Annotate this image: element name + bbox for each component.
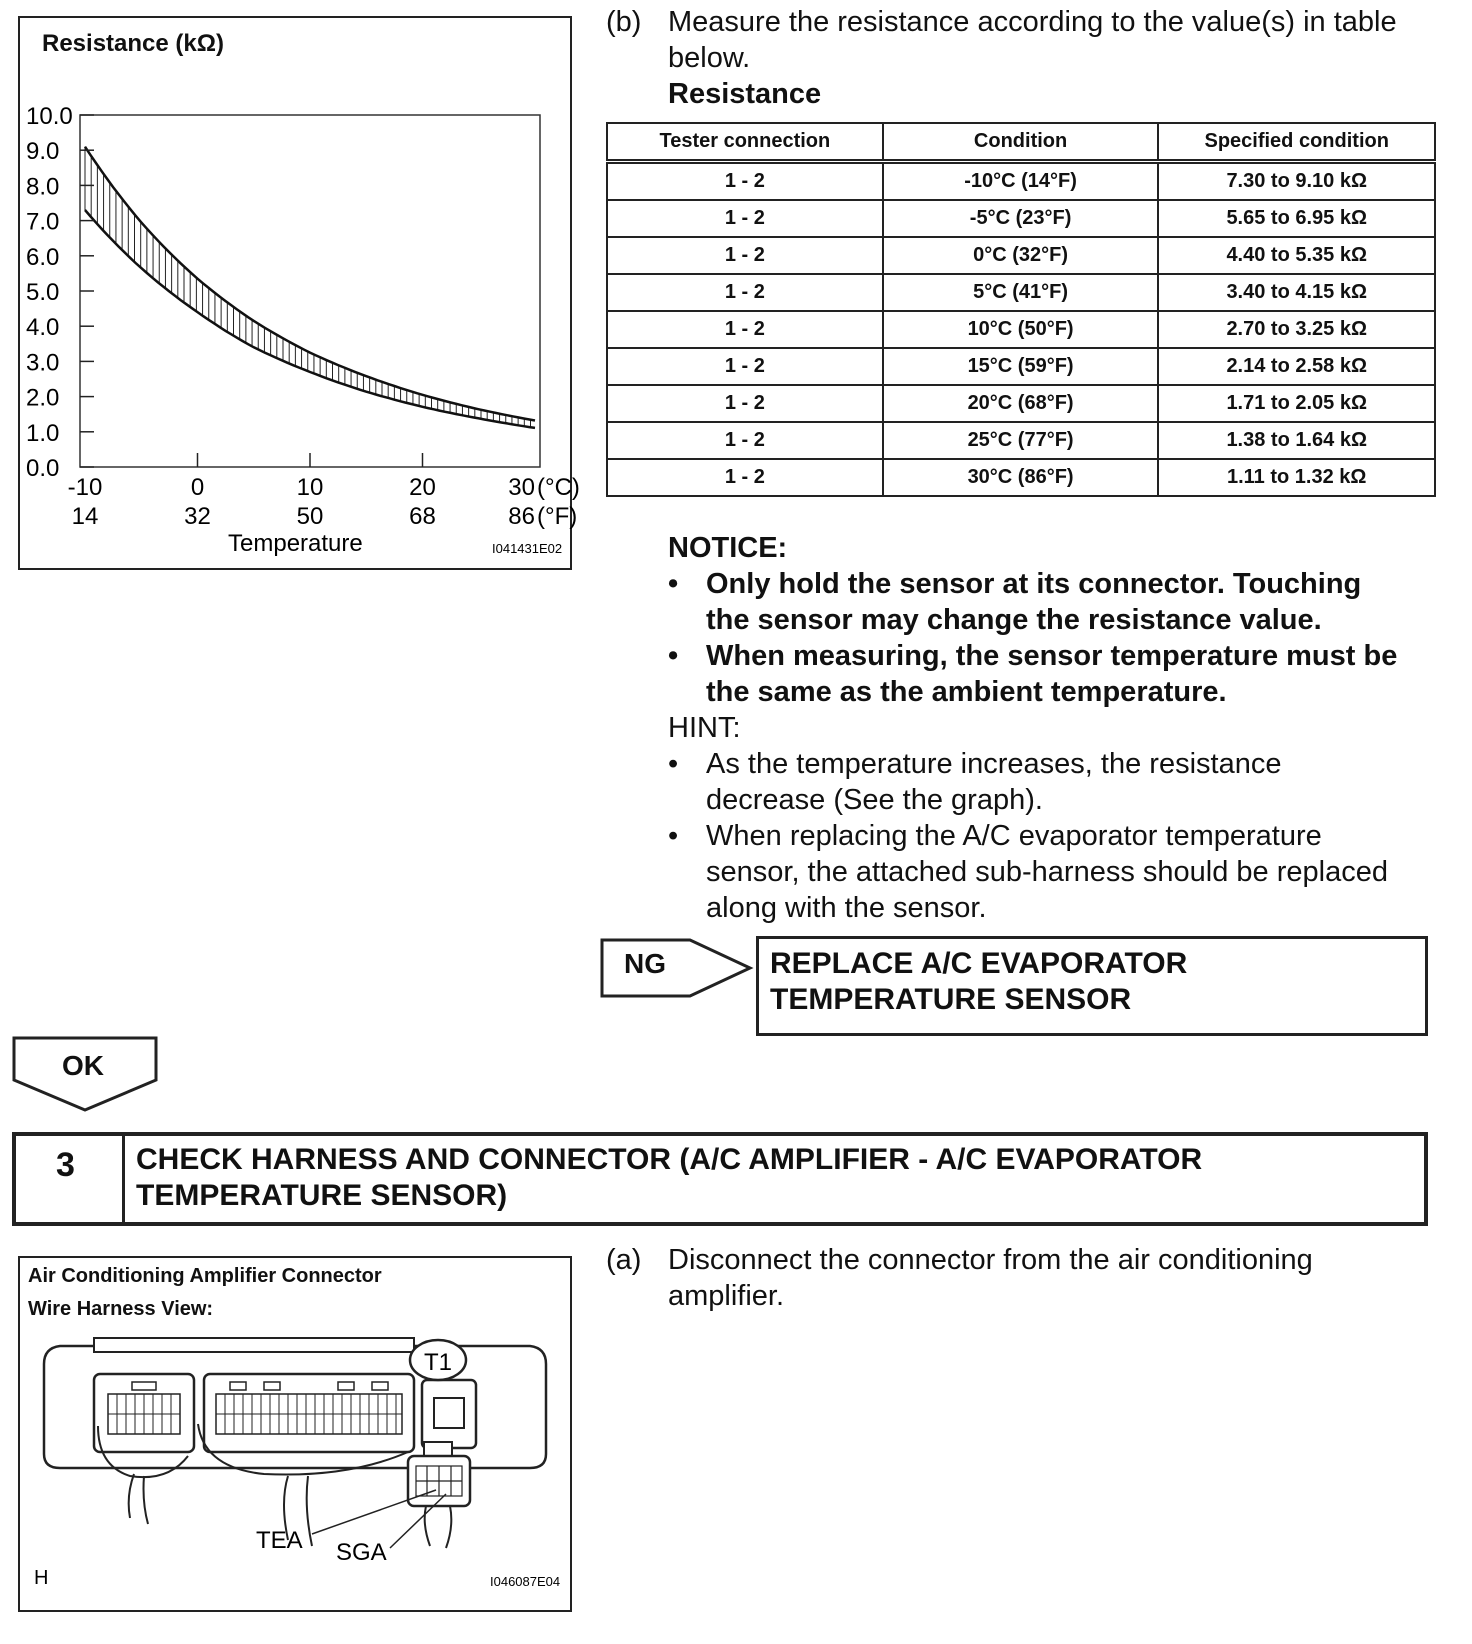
corner-label: H	[34, 1567, 49, 1589]
x-axis-label: Temperature	[228, 530, 363, 557]
ng-action-line1: REPLACE A/C EVAPORATOR	[770, 947, 1188, 980]
ng-action-line2: TEMPERATURE SENSOR	[770, 983, 1132, 1016]
notice-bullet-2-line1: When measuring, the sensor temperature must be	[706, 640, 1398, 672]
hint-bullet-2-line1: When replacing the A/C evaporator temperature	[706, 820, 1322, 852]
ok-label: OK	[62, 1050, 104, 1081]
cell-specified-condition: 4.40 to 5.35 kΩ	[1158, 237, 1435, 274]
cell-tester-connection: 1 - 2	[607, 311, 883, 348]
bullet-dot: •	[668, 568, 679, 600]
cell-specified-condition: 1.38 to 1.64 kΩ	[1158, 422, 1435, 459]
plot-area	[80, 115, 540, 467]
hint-bullet-1-line2: decrease (See the graph).	[706, 784, 1043, 816]
step-3-title-line2: TEMPERATURE SENSOR)	[136, 1179, 508, 1212]
x-tick-label-fahrenheit: 50	[296, 503, 324, 530]
cell-condition: 5°C (41°F)	[883, 274, 1159, 311]
table-row	[607, 348, 1435, 385]
hint-bullet-2-line2: sensor, the attached sub-harness should be replaced	[706, 856, 1388, 888]
y-tick-label: 1.0	[26, 419, 60, 447]
cell-tester-connection: 1 - 2	[607, 459, 883, 496]
cell-tester-connection: 1 - 2	[607, 162, 883, 201]
step-a-line2: amplifier.	[668, 1280, 785, 1312]
lower-limit-curve	[85, 210, 535, 428]
y-tick-label: 5.0	[26, 279, 60, 306]
cell-tester-connection: 1 - 2	[607, 422, 883, 459]
pin-tea-label: TEA	[256, 1527, 303, 1554]
hint-bullet-1	[668, 746, 1438, 818]
table-row	[607, 200, 1435, 237]
cell-condition: 30°C (86°F)	[883, 459, 1159, 496]
header-tester-connection: Tester connection	[607, 123, 883, 162]
cell-condition: 25°C (77°F)	[883, 422, 1159, 459]
y-tick-label: 8.0	[26, 173, 60, 201]
y-tick-label: 10.0	[26, 103, 73, 130]
pin-sga-label: SGA	[336, 1539, 387, 1566]
y-tick-label: 3.0	[26, 349, 60, 377]
cell-specified-condition: 2.14 to 2.58 kΩ	[1158, 348, 1435, 385]
step-3-title-line1: CHECK HARNESS AND CONNECTOR (A/C AMPLIFIER - A/C EVAPORATOR	[136, 1143, 1203, 1176]
table-row	[607, 237, 1435, 274]
cell-condition: -5°C (23°F)	[883, 200, 1159, 237]
connector-fig-title-line1: Air Conditioning Amplifier Connector	[28, 1265, 382, 1287]
resistance-heading: Resistance	[668, 78, 822, 110]
cell-specified-condition: 7.30 to 9.10 kΩ	[1158, 162, 1435, 201]
connector-figure-id: I046087E04	[490, 1574, 561, 1589]
x-tick-label-celsius: 10	[296, 474, 324, 501]
table-header-row	[607, 123, 1435, 162]
cell-specified-condition: 1.71 to 2.05 kΩ	[1158, 385, 1435, 422]
x-unit-celsius: (°C)	[537, 474, 580, 501]
cell-tester-connection: 1 - 2	[607, 385, 883, 422]
x-tick-label-fahrenheit: 68	[409, 503, 436, 530]
y-tick-label: 9.0	[26, 138, 60, 166]
x-tick-label-celsius: 30	[508, 474, 535, 501]
table-row	[607, 311, 1435, 348]
cell-condition: 20°C (68°F)	[883, 385, 1159, 422]
cell-condition: -10°C (14°F)	[883, 162, 1159, 201]
cell-tester-connection: 1 - 2	[607, 348, 883, 385]
step-a-label: (a)	[606, 1244, 642, 1276]
x-unit-fahrenheit: (°F)	[537, 503, 578, 530]
notice-bullet-1	[668, 566, 1438, 638]
cell-specified-condition: 2.70 to 3.25 kΩ	[1158, 311, 1435, 348]
cell-tester-connection: 1 - 2	[607, 237, 883, 274]
ng-label: NG	[624, 948, 666, 979]
step-a-line1: Disconnect the connector from the air conditioning	[668, 1244, 1313, 1276]
y-tick-label: 2.0	[26, 384, 60, 412]
band-hatching	[85, 147, 531, 428]
bullet-dot: •	[668, 748, 679, 780]
upper-limit-curve	[85, 147, 535, 421]
notice-bullet-2	[668, 638, 1438, 710]
hint-title: HINT:	[668, 712, 741, 744]
bullet-dot: •	[668, 820, 679, 852]
y-tick-label: 0.0	[26, 455, 60, 482]
notice-bullet-2-line2: the same as the ambient temperature.	[706, 676, 1227, 708]
y-tick-label: 4.0	[26, 314, 60, 342]
table-row	[607, 422, 1435, 459]
hint-bullet-1-line1: As the temperature increases, the resistance	[706, 748, 1282, 780]
cell-condition: 0°C (32°F)	[883, 237, 1159, 274]
x-tick-label-celsius: -10	[67, 474, 103, 501]
header-specified-condition: Specified condition	[1158, 123, 1435, 162]
notice-bullet-1-line1: Only hold the sensor at its connector. Touching	[706, 568, 1362, 600]
table-row	[607, 274, 1435, 311]
hint-bullet-2-line3: along with the sensor.	[706, 892, 987, 924]
step-b-line1: Measure the resistance according to the value(s) in table	[668, 6, 1397, 38]
step-3-divider	[122, 1134, 125, 1224]
graph-figure-id: I041431E02	[492, 541, 563, 556]
graph-title: Resistance (kΩ)	[42, 30, 224, 57]
cell-specified-condition: 1.11 to 1.32 kΩ	[1158, 459, 1435, 496]
resistance-chart	[0, 0, 580, 580]
cell-specified-condition: 3.40 to 4.15 kΩ	[1158, 274, 1435, 311]
step-b-label: (b)	[606, 6, 642, 38]
x-tick-label-celsius: 0	[190, 474, 205, 501]
amplifier-connector-drawing	[18, 1256, 572, 1612]
x-tick-label-celsius: 20	[409, 474, 436, 501]
x-tick-label-fahrenheit: 86	[508, 503, 535, 530]
cell-specified-condition: 5.65 to 6.95 kΩ	[1158, 200, 1435, 237]
connector-id-label: T1	[424, 1349, 453, 1376]
y-tick-label: 7.0	[26, 208, 60, 236]
y-tick-label: 6.0	[26, 243, 60, 271]
header-condition: Condition	[883, 123, 1159, 162]
table-row	[607, 459, 1435, 496]
hint-bullet-2	[668, 818, 1438, 926]
x-tick-label-fahrenheit: 32	[184, 503, 211, 530]
step-b-line2: below.	[668, 42, 751, 74]
bullet-dot: •	[668, 640, 679, 672]
x-tick-label-fahrenheit: 14	[71, 503, 99, 530]
cell-tester-connection: 1 - 2	[607, 200, 883, 237]
cell-tester-connection: 1 - 2	[607, 274, 883, 311]
notice-title: NOTICE:	[668, 532, 788, 564]
notice-bullet-1-line2: the sensor may change the resistance value.	[706, 604, 1322, 636]
resistance-spec-table	[606, 122, 1436, 497]
cell-condition: 15°C (59°F)	[883, 348, 1159, 385]
connector-fig-title-line2: Wire Harness View:	[28, 1298, 214, 1320]
table-row	[607, 385, 1435, 422]
table-row	[607, 162, 1435, 201]
step-3-number: 3	[56, 1146, 75, 1184]
cell-condition: 10°C (50°F)	[883, 311, 1159, 348]
